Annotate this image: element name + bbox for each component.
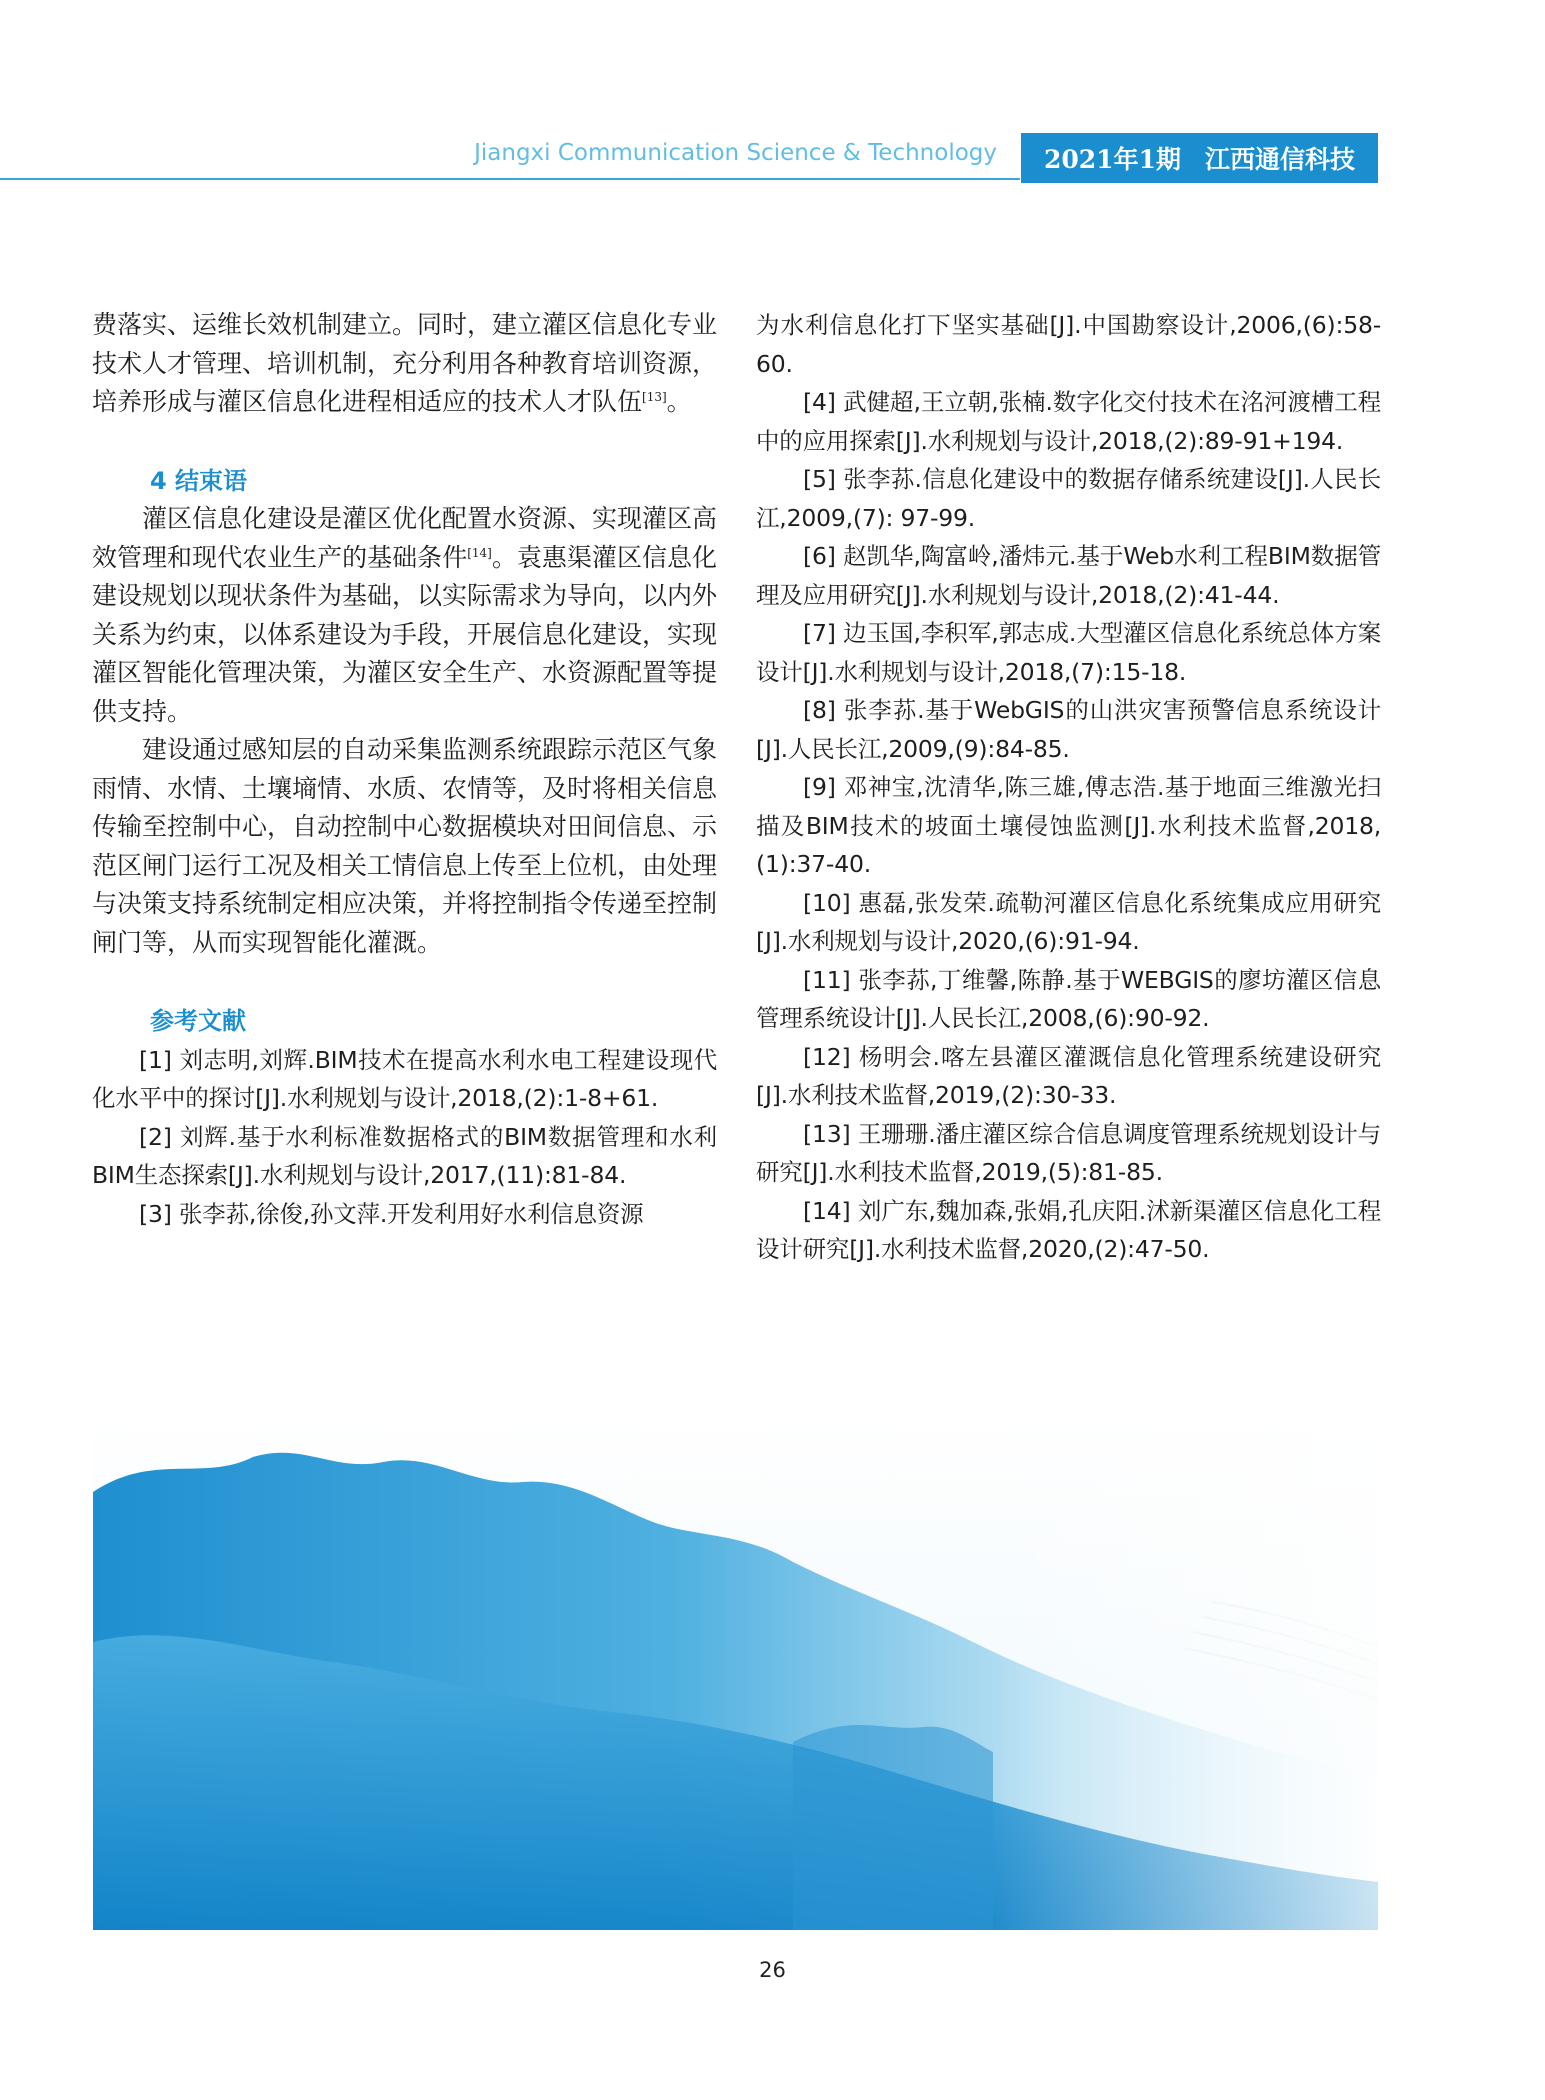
reference-item: [4] 武健超,王立朝,张楠.数字化交付技术在洺河渡槽工程中的应用探索[J].水利规划与设计,2018,(2):89-91+194. — [756, 388, 1381, 455]
landscape-image — [93, 1412, 1378, 1930]
header-rule — [0, 178, 1020, 180]
reference-item: [13] 王珊珊.潘庄灌区综合信息调度管理系统规划设计与研究[J].水利技术监督,2019,(5):81-85. — [756, 1119, 1381, 1186]
left-column — [92, 306, 717, 1233]
reference-item: [1] 刘志明,刘辉.BIM技术在提高水利水电工程建设现代化水平中的探讨[J].水利规划与设计,2018,(2):1-8+61. — [92, 1045, 717, 1112]
reference-item: [10] 惠磊,张发荣.疏勒河灌区信息化系统集成应用研究[J].水利规划与设计,2020,(6):91-94. — [756, 888, 1381, 955]
reference-item: [8] 张李荪.基于WebGIS的山洪灾害预警信息系统设计[J].人民长江,2009,(9):84-85. — [756, 696, 1381, 763]
reference-item: [12] 杨明会.喀左县灌区灌溉信息化管理系统建设研究[J].水利技术监督,2019,(2):30-33. — [756, 1042, 1381, 1109]
reference-item: [3] 张李荪,徐俊,孙文萍.开发利用好水利信息资源 — [139, 1199, 644, 1228]
journal-english-title: Jiangxi Communication Science & Technology — [474, 140, 997, 166]
paragraph-conclusion-1: 灌区信息化建设是灌区优化配置水资源、实现灌区高效管理和现代农业生产的基础条件[14]。袁惠渠灌区信息化建设规划以现状条件为基础，以实际需求为导向，以内外关系为约束，以体系建设为手段，开展信息化建设，实现灌区智能化管理决策，为灌区安全生产、水资源配置等提供支持。 — [92, 504, 718, 726]
issue-label: 2021年1期 — [1044, 145, 1181, 174]
journal-chinese-title: 江西通信科技 — [1204, 145, 1355, 174]
paragraph-conclusion-2: 建设通过感知层的自动采集监测系统跟踪示范区气象雨情、水情、土壤墒情、水质、农情等，及时将相关信息传输至控制中心，自动控制中心数据模块对田间信息、示范区闸门运行工况及相关工情信息上传至上位机，由处理与决策支持系统制定相应决策，并将控制指令传递至控制闸门等，从而实现智能化灌溉。 — [92, 735, 718, 957]
page-number: 26 — [759, 1958, 786, 1982]
reference-item: [7] 边玉国,李积军,郭志成.大型灌区信息化系统总体方案设计[J].水利规划与设计,2018,(7):15-18. — [756, 619, 1381, 686]
reference-item-continued: 为水利信息化打下坚实基础[J].中国勘察设计,2006,(6):58-60. — [756, 311, 1381, 378]
reference-item: [9] 邓神宝,沈清华,陈三雄,傅志浩.基于地面三维激光扫描及BIM技术的坡面土壤侵蚀监测[J].水利技术监督,2018,(1):37-40. — [756, 773, 1381, 878]
reference-item: [14] 刘广东,魏加森,张娟,孔庆阳.沭新渠灌区信息化工程设计研究[J].水利技术监督,2020,(2):47-50. — [756, 1196, 1381, 1263]
paragraph-continued: 费落实、运维长效机制建立。同时，建立灌区信息化专业技术人才管理、培训机制，充分利用各种教育培训资源，培养形成与灌区信息化进程相适应的技术人才队伍[13]。 — [92, 310, 718, 416]
references-heading: 参考文献 — [150, 1007, 246, 1035]
journal-issue-banner — [1021, 133, 1378, 183]
right-column — [756, 306, 1381, 1269]
reference-item: [6] 赵凯华,陶富岭,潘炜元.基于Web水利工程BIM数据管理及应用研究[J].水利规划与设计,2018,(2):41-44. — [756, 542, 1381, 609]
reference-item: [2] 刘辉.基于水利标准数据格式的BIM数据管理和水利BIM生态探索[J].水利规划与设计,2017,(11):81-84. — [92, 1122, 717, 1189]
reference-item: [5] 张李荪.信息化建设中的数据存储系统建设[J].人民长江,2009,(7): 97-99. — [756, 465, 1381, 532]
section-heading-conclusion: 4 结束语 — [150, 466, 248, 495]
reference-item: [11] 张李荪,丁维馨,陈静.基于WEBGIS的廖坊灌区信息管理系统设计[J].人民长江,2008,(6):90-92. — [756, 965, 1381, 1032]
